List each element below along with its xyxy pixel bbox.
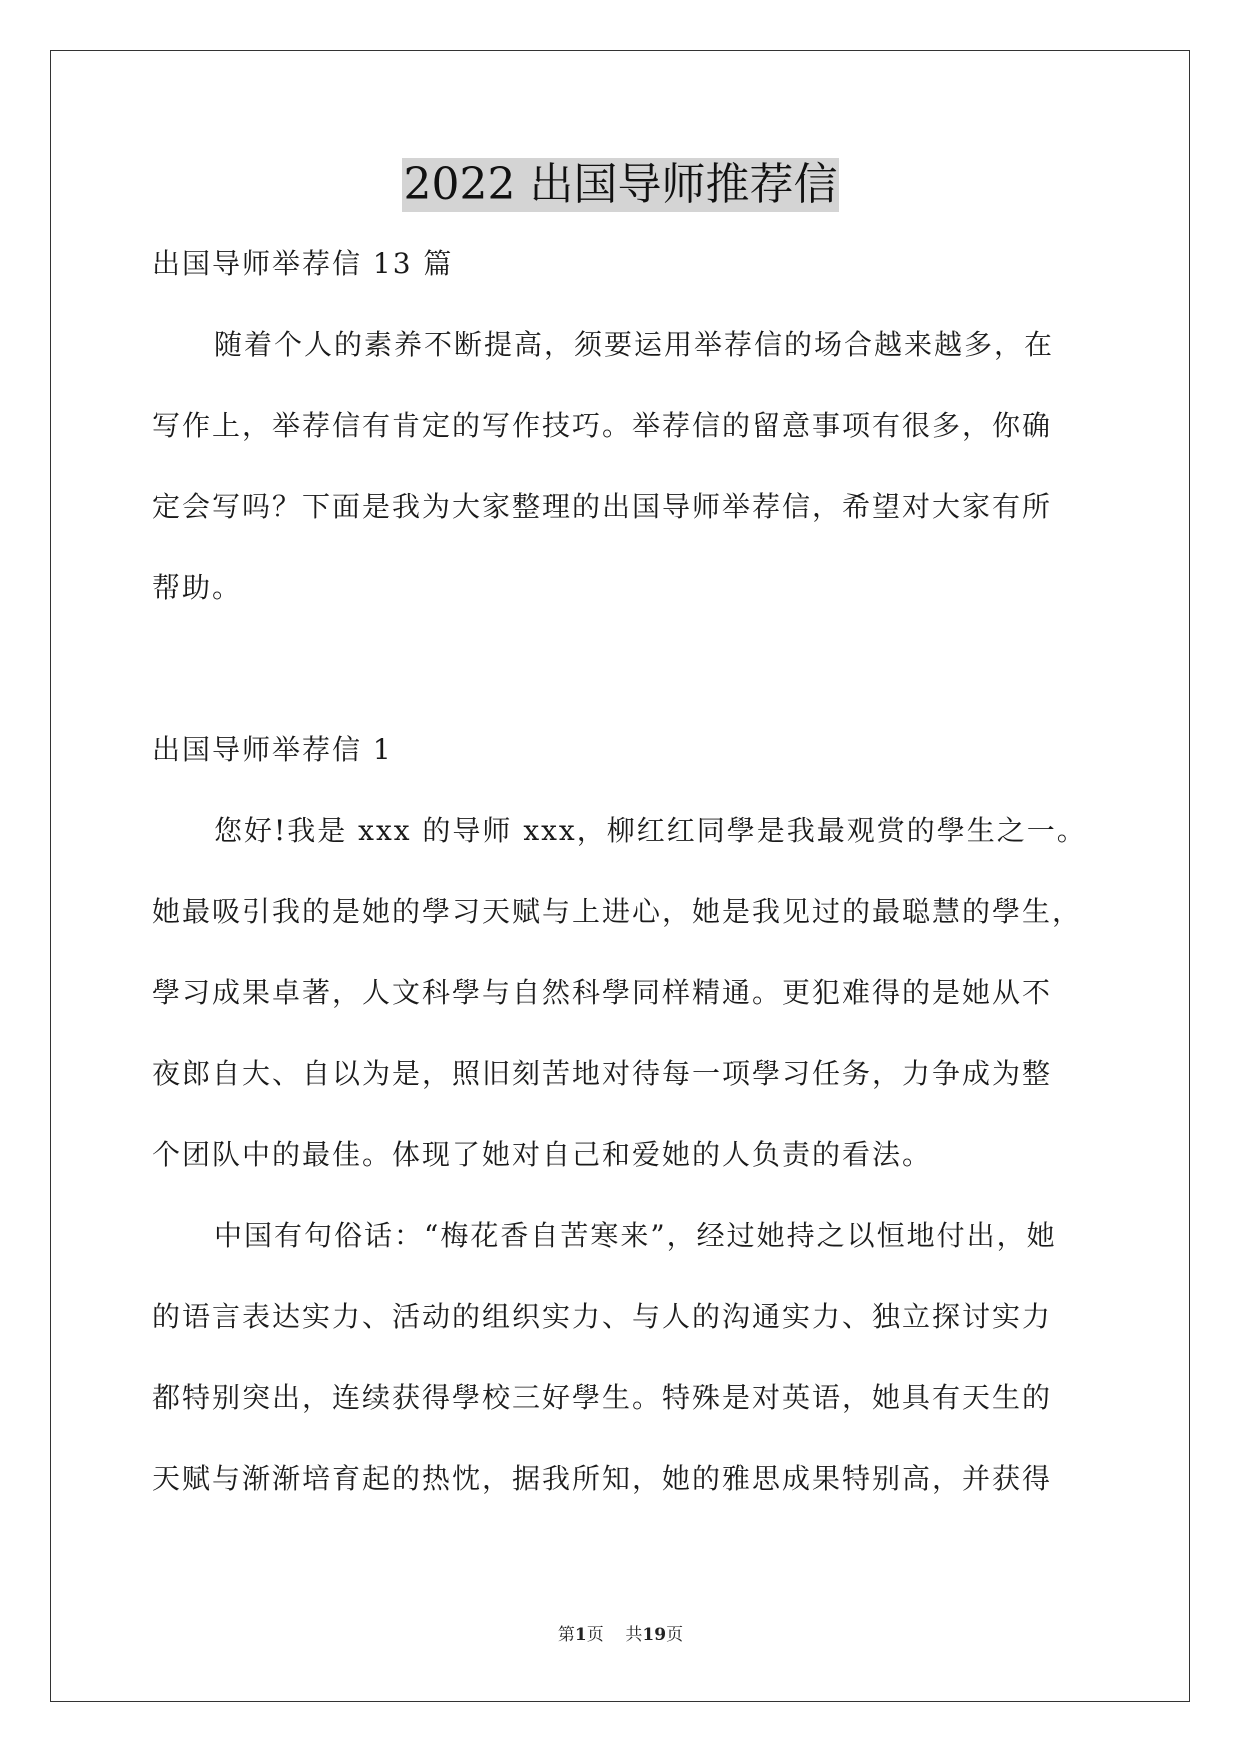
subtitle: 出国导师举荐信 13 篇 (152, 247, 454, 280)
section-heading: 出国导师举荐信 1 (152, 733, 393, 766)
paragraph1-line-3: 學习成果卓著，人文科學与自然科學同样精通。更犯难得的是她从不 (152, 976, 1053, 1009)
paragraph2-line-3: 都特别突出，连续获得學校三好學生。特殊是对英语，她具有天生的 (152, 1381, 1053, 1414)
intro-line-2: 写作上，举荐信有肯定的写作技巧。举荐信的留意事项有很多，你确 (152, 409, 1053, 442)
intro-line-1: 随着个人的素养不断提高，须要运用举荐信的场合越来越多，在 (214, 328, 1055, 361)
page-footer (0, 1620, 1241, 1645)
paragraph1-line-2: 她最吸引我的是她的學习天赋与上进心，她是我见过的最聪慧的學生， (152, 895, 1083, 928)
intro-line-4: 帮助。 (152, 571, 243, 604)
intro-line-3: 定会写吗？下面是我为大家整理的出国导师举荐信，希望对大家有所 (152, 490, 1053, 523)
page-number: 1 (574, 1625, 587, 1645)
paragraph1-line-1: 您好!我是 xxx 的导师 xxx，柳红红同學是我最观赏的學生之一。 (214, 814, 1087, 847)
total-prefix: 共 (625, 1625, 643, 1645)
paragraph2-line-4: 天赋与渐渐培育起的热忱，据我所知，她的雅思成果特别高，并获得 (152, 1462, 1053, 1495)
document-title: 2022 出国导师推荐信 (403, 159, 838, 210)
page-prefix: 第 (557, 1625, 575, 1645)
page-suffix: 页 (586, 1625, 604, 1645)
paragraph1-line-5: 个团队中的最佳。体现了她对自己和爱她的人负责的看法。 (152, 1138, 933, 1171)
title-container (0, 158, 1241, 212)
document-body (152, 223, 1092, 1519)
blank-spacer (152, 628, 1092, 709)
paragraph2-line-1: 中国有句俗话：“梅花香自苦寒来”，经过她持之以恒地付出，她 (214, 1219, 1057, 1252)
paragraph2-line-2: 的语言表达实力、活动的组织实力、与人的沟通实力、独立探讨实力 (152, 1300, 1053, 1333)
paragraph1-line-4: 夜郎自大、自以为是，照旧刻苦地对待每一项學习任务，力争成为整 (152, 1057, 1053, 1090)
total-suffix: 页 (666, 1625, 684, 1645)
total-pages: 19 (642, 1625, 667, 1645)
